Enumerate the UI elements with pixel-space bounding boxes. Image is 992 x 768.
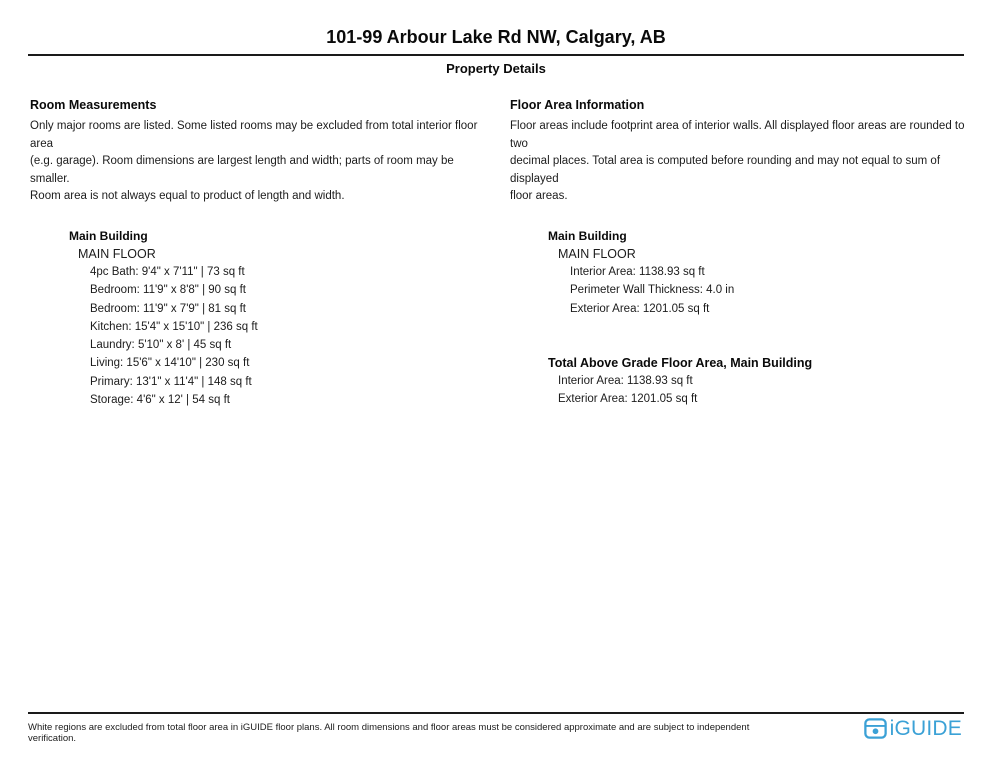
header-divider bbox=[28, 54, 964, 56]
room-row: Primary: 13'1" x 11'4" | 148 sq ft bbox=[90, 375, 252, 388]
description-line: decimal places. Total area is computed before rounding and may not equal to sum of displayed bbox=[510, 155, 941, 185]
room-list bbox=[90, 263, 488, 409]
total-above-grade-block bbox=[510, 354, 972, 409]
room-row: Laundry: 5'10" x 8' | 45 sq ft bbox=[90, 339, 232, 352]
building-name: Main Building bbox=[69, 228, 148, 243]
building-name: Main Building bbox=[548, 228, 627, 243]
description-line: (e.g. garage). Room dimensions are largest length and width; parts of room may be smaller. bbox=[30, 155, 454, 185]
page-title: 101-99 Arbour Lake Rd NW, Calgary, AB bbox=[326, 27, 666, 47]
description-line: floor areas. bbox=[510, 190, 568, 203]
stat-row: Interior Area: 1138.93 sq ft bbox=[570, 265, 705, 278]
floor-area-section bbox=[510, 97, 972, 408]
floor-area-heading: Floor Area Information bbox=[510, 98, 645, 112]
stat-row: Perimeter Wall Thickness: 4.0 in bbox=[570, 284, 735, 297]
stat-row: Exterior Area: 1201.05 sq ft bbox=[558, 393, 698, 406]
total-stats-list bbox=[558, 372, 972, 409]
page-subtitle: Property Details bbox=[446, 61, 546, 76]
iguide-logo-text: iGUIDE bbox=[889, 717, 962, 740]
floor-area-description bbox=[510, 118, 972, 206]
room-measurements-description bbox=[30, 118, 488, 206]
room-measurements-heading: Room Measurements bbox=[30, 98, 157, 112]
total-above-grade-heading: Total Above Grade Floor Area, Main Building bbox=[548, 355, 813, 370]
room-row: 4pc Bath: 9'4" x 7'11" | 73 sq ft bbox=[90, 265, 245, 278]
room-row: Bedroom: 11'9" x 7'9" | 81 sq ft bbox=[90, 302, 246, 315]
stat-row: Exterior Area: 1201.05 sq ft bbox=[570, 302, 710, 315]
stat-row: Interior Area: 1138.93 sq ft bbox=[558, 374, 693, 387]
description-line: Only major rooms are listed. Some listed rooms may be excluded from total interior floor area bbox=[30, 120, 478, 150]
footer-divider bbox=[28, 712, 964, 714]
room-row: Living: 15'6" x 14'10" | 230 sq ft bbox=[90, 357, 250, 370]
floor-stats-list bbox=[570, 263, 972, 318]
floor-name: MAIN FLOOR bbox=[558, 246, 636, 261]
room-row: Bedroom: 11'9" x 8'8" | 90 sq ft bbox=[90, 284, 246, 297]
description-line: Floor areas include footprint area of interior walls. All displayed floor areas are rounded to two bbox=[510, 120, 965, 150]
room-row: Storage: 4'6" x 12' | 54 sq ft bbox=[90, 394, 230, 407]
floor-name: MAIN FLOOR bbox=[78, 246, 156, 261]
iguide-camera-icon bbox=[864, 718, 887, 739]
footer-disclaimer: White regions are excluded from total floor area in iGUIDE floor plans. All room dimensions and floor areas must be considered approximate and are subject to independent verification. bbox=[28, 722, 750, 744]
iguide-logo bbox=[864, 717, 962, 740]
room-row: Kitchen: 15'4" x 15'10" | 236 sq ft bbox=[90, 320, 258, 333]
description-line: Room area is not always equal to product of length and width. bbox=[30, 190, 345, 203]
room-measurements-section bbox=[30, 97, 488, 409]
